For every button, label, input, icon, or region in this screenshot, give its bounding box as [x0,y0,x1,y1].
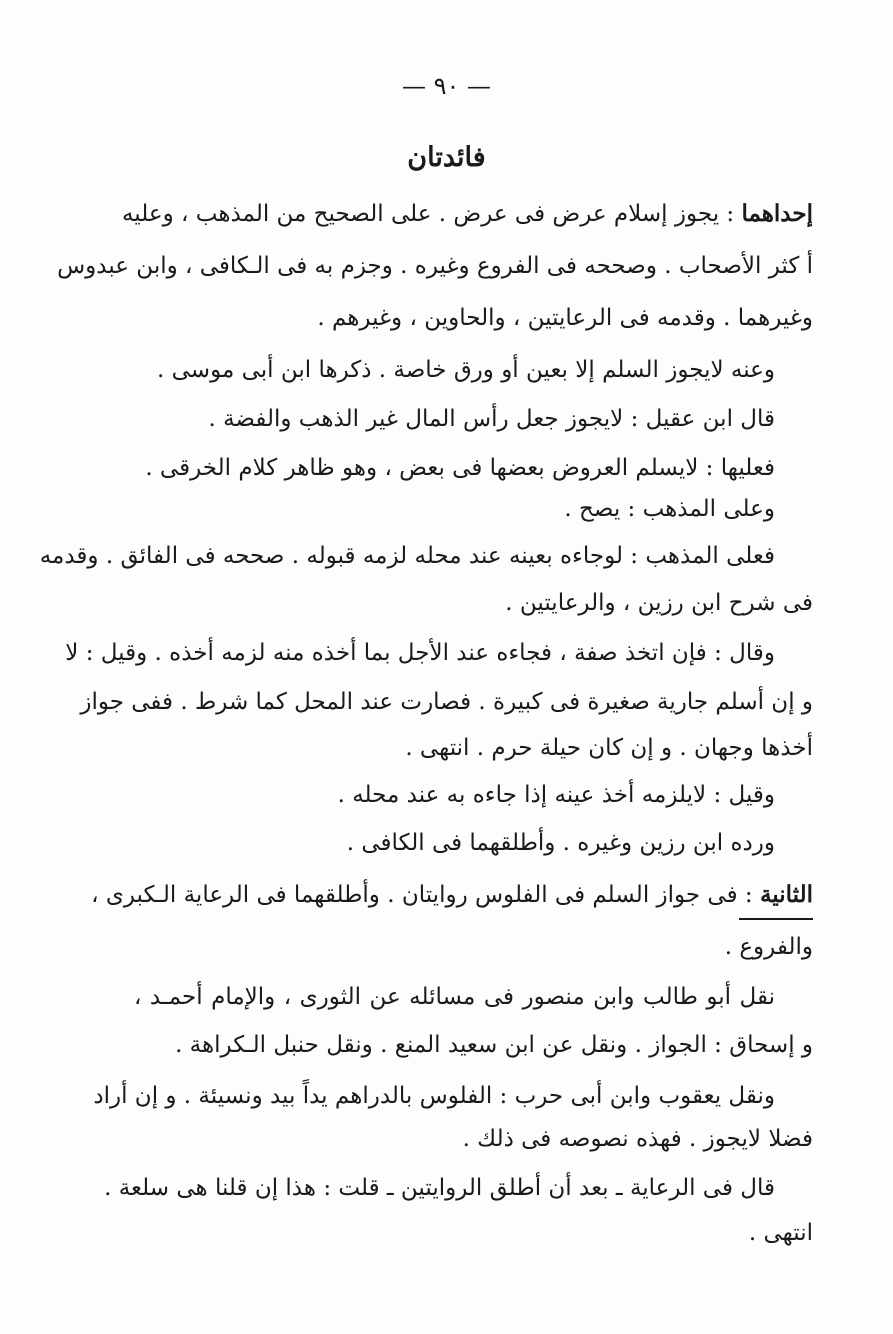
page-number: — ٩٠ — [401,72,492,100]
text-line: ورده ابن رزين وغيره . وأطلقهما فى الكافى . [346,830,775,856]
text-line: وغيرهما . وقدمه فى الرعايتين ، والحاوين ، وغيرهم . [317,305,813,331]
lead-word: الثانية [759,881,813,908]
text-line: وعلى المذهب : يصح . [564,496,775,522]
text-line: أ كثر الأصحاب . وصححه فى الفروع وغيره . وجزم به فى الـكافى ، وابن عبدوس [57,253,813,279]
text-line: إحداهما : يجوز إسلام عرض فى عرض . على الصحيح من المذهب ، وعليه [121,200,813,227]
text-line: و إن أسلم جارية صغيرة فى كبيرة . فصارت عند المحل كما شرط . ففى جواز [80,689,813,715]
text-line: وعنه لايجوز السلم إلا بعين أو ورق خاصة . ذكرها ابن أبى موسى . [157,357,775,383]
lead-underline [739,918,813,920]
text-line: أخذها وجهان . و إن كان حيلة حرم . انتهى . [405,735,813,761]
section-title: فائدتان [407,142,486,173]
lead-word: إحداهما [741,200,813,227]
text-line: قال ابن عقيل : لايجوز جعل رأس المال غير الذهب والفضة . [208,406,775,432]
text-line: و إسحاق : الجواز . ونقل عن ابن سعيد المنع . ونقل حنبل الـكراهة . [175,1032,813,1058]
text-line: نقل أبو طالب وابن منصور فى مسائله عن الثورى ، والإمام أحمـد ، [134,984,775,1010]
text-line: وقيل : لايلزمه أخذ عينه إذا جاءه به عند محله . [337,782,775,808]
text-line: فعليها : لايسلم العروض بعضها فى بعض ، وهو ظاهر كلام الخرقى . [145,455,775,481]
text-line: فعلى المذهب : لوجاءه بعينه عند محله لزمه قبوله . صححه فى الفائق . وقدمه [39,543,775,569]
text-line: قال فى الرعاية ـ بعد أن أطلق الروايتين ـ قلت : هذا إن قلنا هى سلعة . [104,1175,775,1201]
text-line: وقال : فإن اتخذ صفة ، فجاءه عند الأجل بما أخذه منه لزمه أخذه . وقيل : لا [65,640,775,666]
text-line: انتهى . [748,1220,813,1246]
text-line: فى شرح ابن رزين ، والرعايتين . [505,590,813,616]
text-line: والفروع . [724,934,813,960]
text-line: فضلا لايجوز . فهذه نصوصه فى ذلك . [462,1126,813,1152]
text-line: ونقل يعقوب وابن أبى حرب : الفلوس بالدراهم يداً بيد ونسيئة . و إن أراد [93,1083,775,1109]
text-line: الثانية : فى جواز السلم فى الفلوس روايتان . وأطلقهما فى الرعاية الـكبرى ، [91,881,813,908]
